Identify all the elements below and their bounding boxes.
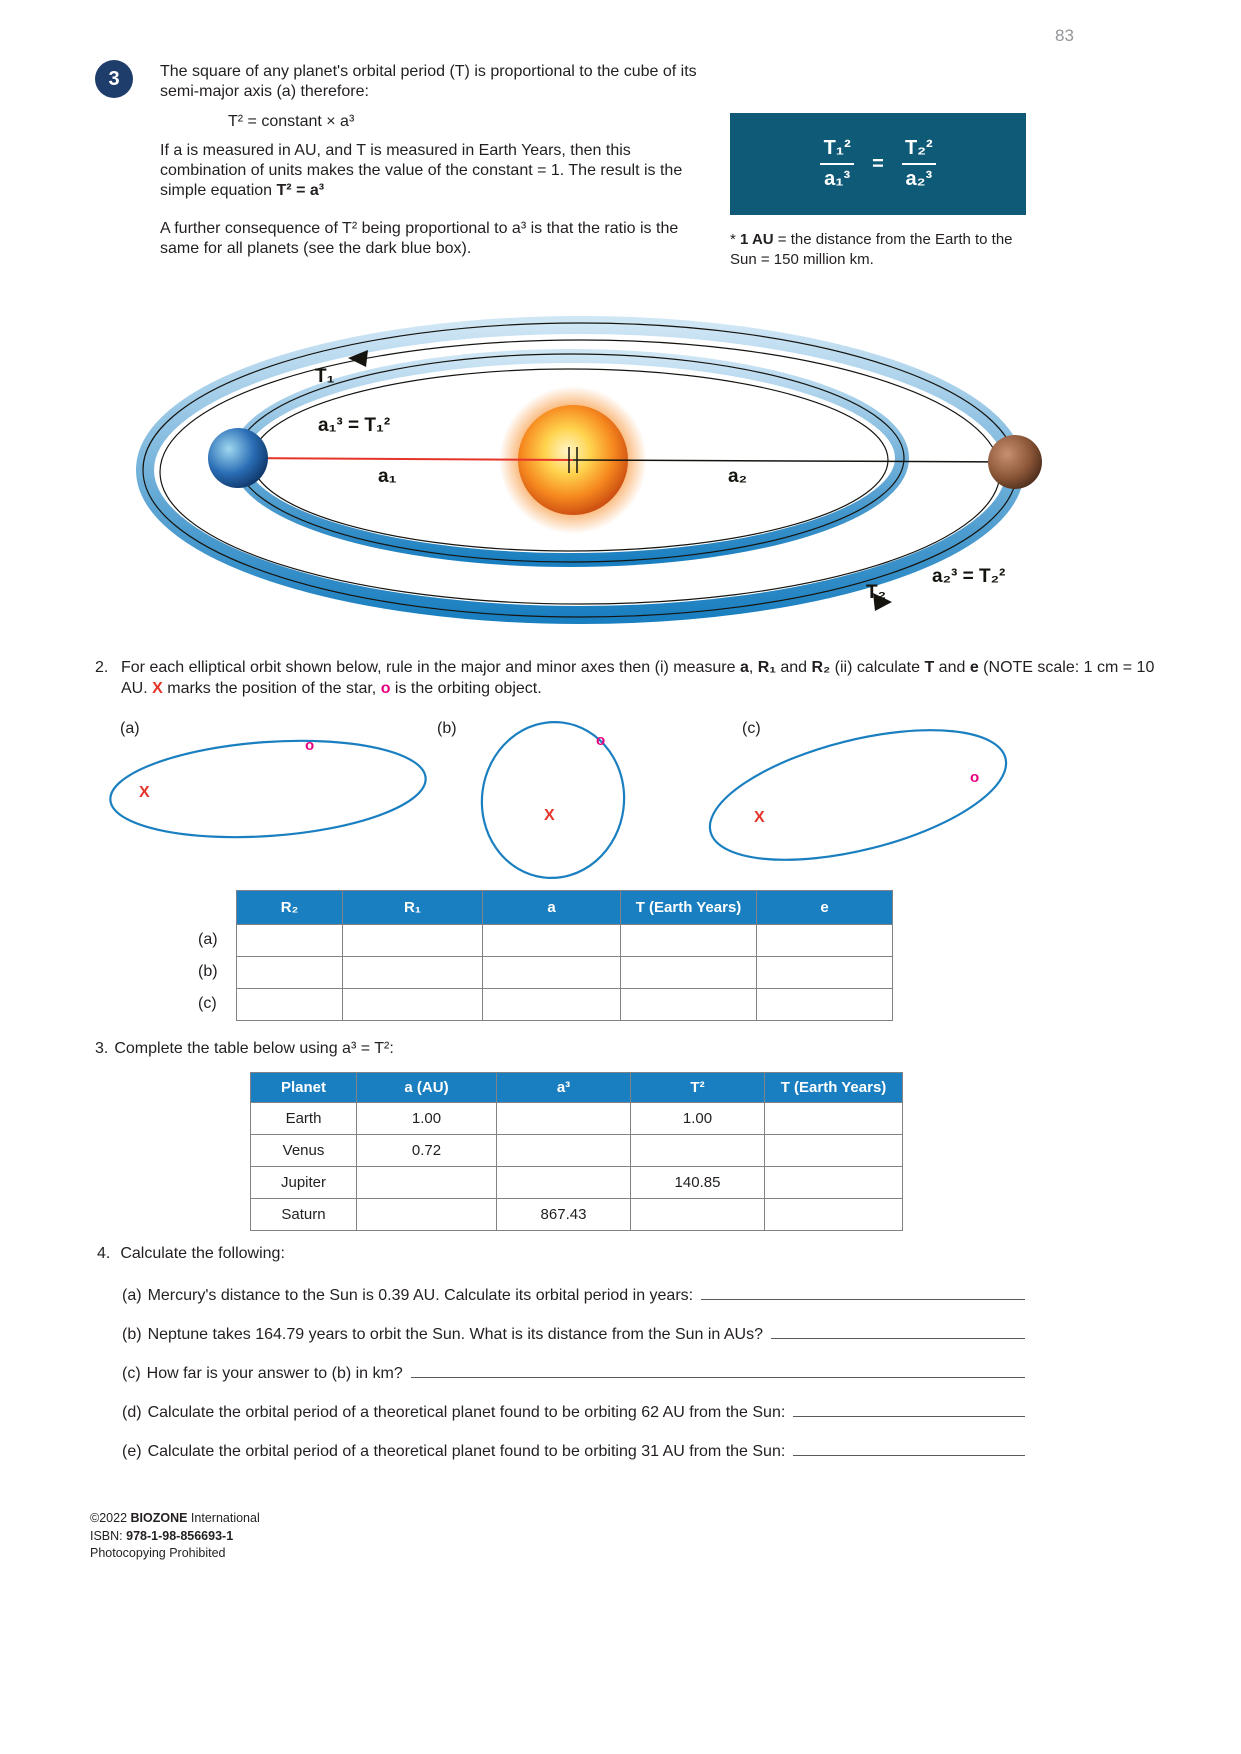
- col-header-t-squared: T²: [631, 1073, 765, 1103]
- planet-row-jupiter: [251, 1167, 903, 1199]
- empty-cell: [621, 925, 757, 957]
- answer-line-a: [701, 1283, 1025, 1300]
- label-a1-cubed-equation: a₁³ = T₁²: [318, 415, 391, 436]
- empty-cell: [237, 925, 343, 957]
- orbit-figure-c: [698, 700, 1028, 885]
- earth-illustration: [208, 428, 268, 488]
- planet-data-table: [250, 1072, 903, 1231]
- answer-line-c: [411, 1361, 1025, 1378]
- q2-seg-3: and: [775, 659, 812, 676]
- value-t-years: [765, 1135, 903, 1167]
- col-header-a: a: [483, 891, 621, 925]
- isbn-label: ISBN:: [90, 1528, 127, 1543]
- q2-var-a: a: [739, 659, 749, 676]
- question-4-number: 4.: [97, 1245, 111, 1262]
- label-a2-cubed-equation: a₂³ = T₂²: [932, 566, 1006, 587]
- value-t-squared: 1.00: [631, 1103, 765, 1135]
- au-definition-note: [730, 230, 1030, 269]
- empty-cell: [237, 957, 343, 989]
- value-a-au: 1.00: [357, 1103, 497, 1135]
- item-label: (b): [122, 1326, 142, 1343]
- col-header-a-cubed: a³: [497, 1073, 631, 1103]
- orbit-figure-a: [103, 733, 435, 851]
- fraction-2-numerator: T₂²: [904, 137, 933, 159]
- empty-cell: [483, 925, 621, 957]
- intro-paragraph-1: The square of any planet's orbital period (T) is proportional to the cube of its semi-major axis (a) therefore:: [160, 63, 697, 100]
- empty-cell: [621, 957, 757, 989]
- answer-line-b: [771, 1322, 1025, 1339]
- fraction-1-numerator: T₁²: [823, 137, 851, 159]
- value-a-au: [357, 1199, 497, 1231]
- label-t2: T₂: [866, 582, 887, 603]
- q2-var-e: e: [969, 659, 979, 676]
- orbit-ellipse-a: [107, 733, 429, 847]
- empty-cell: [621, 989, 757, 1021]
- planet-row-saturn: [251, 1199, 903, 1231]
- copyright-line: [90, 1510, 260, 1528]
- isbn-number: 978-1-98-856693-1: [126, 1528, 234, 1543]
- value-t-years: [765, 1199, 903, 1231]
- q2-table-row-c: [237, 989, 893, 1021]
- star-marker-a: X: [139, 784, 150, 801]
- value-a-cubed: 867.43: [497, 1199, 631, 1231]
- planet-name: Venus: [251, 1135, 357, 1167]
- empty-cell: [237, 989, 343, 1021]
- q2-table-row-b: [237, 957, 893, 989]
- fraction-1: [820, 137, 854, 191]
- item-text: How far is your answer to (b) in km?: [146, 1365, 403, 1382]
- q3-table-header-row: [251, 1073, 903, 1103]
- question-4-instruction: [97, 1245, 285, 1263]
- q2-table-header-row: [237, 891, 893, 925]
- orbit-diagram-graphic: [30, 300, 1210, 645]
- fraction-2-denominator: a₂³: [905, 168, 933, 190]
- label-t1: T₁: [315, 366, 335, 387]
- fraction-1-bar: [820, 163, 854, 165]
- orbit-ellipse-b: [473, 714, 633, 885]
- q2-seg-4: (ii) calculate: [830, 659, 925, 676]
- isbn-line: [90, 1528, 260, 1546]
- equals-sign: =: [872, 152, 884, 175]
- figure-c-label: (c): [742, 720, 761, 737]
- value-a-cubed: [497, 1135, 631, 1167]
- publisher-name: BIOZONE: [130, 1511, 188, 1525]
- row-label-c: (c): [198, 995, 217, 1012]
- value-t-squared: [631, 1135, 765, 1167]
- item-text: Calculate the orbital period of a theoretical planet found to be orbiting 31 AU from the Sun:: [147, 1443, 786, 1460]
- empty-cell: [483, 957, 621, 989]
- row-label-spacer: [198, 890, 236, 924]
- q2-seg-8: is the orbiting object.: [390, 679, 542, 697]
- q2-var-r1: R₁: [757, 659, 776, 676]
- figure-b-label: (b): [437, 720, 457, 737]
- fraction-1-denominator: a₁³: [824, 168, 851, 190]
- col-header-r1: R₁: [343, 891, 483, 925]
- value-t-years: [765, 1103, 903, 1135]
- ratio-equation-box: [730, 113, 1026, 215]
- q2-seg-6: (NOTE scale: 1 cm = 10 AU.: [121, 659, 1155, 697]
- question-3-instruction: [95, 1040, 394, 1058]
- empty-cell: [343, 957, 483, 989]
- label-a1: a₁: [378, 466, 397, 487]
- col-header-planet: Planet: [251, 1073, 357, 1103]
- question-3-badge-number: 3: [108, 67, 120, 90]
- orbit-measurement-table: [198, 890, 893, 1021]
- planet-row-venus: [251, 1135, 903, 1167]
- fraction-2: [902, 137, 936, 191]
- empty-cell: [757, 925, 893, 957]
- value-a-cubed: [497, 1167, 631, 1199]
- row-label-b: (b): [198, 963, 218, 980]
- question-3-number: 3.: [95, 1040, 109, 1057]
- empty-cell: [343, 989, 483, 1021]
- q2-o-marker-mention: o: [380, 679, 391, 697]
- planet-name: Earth: [251, 1103, 357, 1135]
- photocopy-notice: Photocopying Prohibited: [90, 1546, 226, 1560]
- question-4-items: [122, 1283, 1025, 1478]
- planet-row-earth: [251, 1103, 903, 1135]
- item-text: Calculate the orbital period of a theoretical planet found to be orbiting 62 AU from the Sun:: [147, 1404, 786, 1421]
- intro-block: [160, 62, 705, 259]
- question-3-badge: [95, 60, 133, 98]
- question-2-number: 2.: [95, 659, 109, 676]
- star-marker-c: X: [754, 809, 765, 826]
- copyright-year: ©2022: [90, 1511, 131, 1525]
- empty-cell: [757, 989, 893, 1021]
- fraction-2-bar: [902, 163, 936, 165]
- question-item-d: [122, 1400, 1025, 1424]
- orbiter-marker-a: o: [305, 737, 315, 754]
- label-a2: a₂: [728, 466, 748, 487]
- answer-line-d: [793, 1400, 1025, 1417]
- col-header-t-earth-years: T (Earth Years): [765, 1073, 903, 1103]
- q2-x-marker-mention: X: [152, 679, 163, 697]
- q2-var-r2: R₂: [811, 659, 831, 676]
- q2-seg-2: ,: [748, 659, 758, 676]
- publisher-suffix: International: [187, 1511, 260, 1525]
- col-header-e: e: [757, 891, 893, 925]
- question-item-e: [122, 1439, 1025, 1463]
- item-label: (a): [122, 1287, 142, 1304]
- col-header-t-years: T (Earth Years): [621, 891, 757, 925]
- value-t-years: [765, 1167, 903, 1199]
- col-header-a-au: a (AU): [357, 1073, 497, 1103]
- orbit-diagram: [30, 300, 1210, 645]
- question-2-text: [95, 658, 1160, 700]
- au-note-asterisk: *: [730, 231, 741, 248]
- planet-name: Saturn: [251, 1199, 357, 1231]
- row-label-a: (a): [198, 931, 218, 948]
- intro-paragraph-3: A further consequence of T² being proportional to a³ is that the ratio is the same for all planets (see the dark blue box).: [160, 219, 679, 257]
- value-a-au: 0.72: [357, 1135, 497, 1167]
- value-t-squared: 140.85: [631, 1167, 765, 1199]
- kepler-formula: T² = constant × a³: [228, 112, 355, 130]
- row-label-column: [198, 890, 236, 1021]
- answer-line-e: [793, 1439, 1025, 1456]
- question-item-c: [122, 1361, 1025, 1385]
- value-a-au: [357, 1167, 497, 1199]
- empty-cell: [757, 957, 893, 989]
- intro-paragraph-2-equation: T² = a³: [276, 182, 325, 200]
- question-3-title: Complete the table below using a³ = T²:: [114, 1040, 394, 1057]
- outer-planet-illustration: [988, 435, 1042, 489]
- value-t-squared: [631, 1199, 765, 1231]
- col-header-r2: R₂: [237, 891, 343, 925]
- q2-var-t: T: [924, 659, 935, 676]
- question-4-title: Calculate the following:: [120, 1245, 285, 1262]
- empty-cell: [483, 989, 621, 1021]
- orbit-ellipse-c: [698, 705, 1019, 885]
- au-note-text: = the distance from the Earth to the Sun = 150 million km.: [730, 231, 1013, 268]
- orbiter-marker-c: o: [970, 769, 980, 786]
- orbit-figures: [0, 700, 1241, 895]
- intro-paragraph-2: [160, 141, 705, 200]
- footer: [90, 1510, 260, 1563]
- q2-seg-7: marks the position of the star,: [162, 679, 381, 697]
- planet-name: Jupiter: [251, 1167, 357, 1199]
- intro-paragraph-2-text: If a is measured in AU, and T is measured in Earth Years, then this combination of units makes the value of the constant = 1. The result is the simple equation: [160, 142, 683, 200]
- item-label: (c): [122, 1365, 141, 1382]
- question-item-a: [122, 1283, 1025, 1307]
- item-label: (d): [122, 1404, 142, 1421]
- orbit-figure-b: [468, 710, 643, 885]
- item-text: Mercury's distance to the Sun is 0.39 AU. Calculate its orbital period in years:: [147, 1287, 694, 1304]
- question-item-b: [122, 1322, 1025, 1346]
- item-text: Neptune takes 164.79 years to orbit the Sun. What is its distance from the Sun in AUs?: [147, 1326, 764, 1343]
- item-label: (e): [122, 1443, 142, 1460]
- empty-cell: [343, 925, 483, 957]
- au-note-term: 1 AU: [740, 231, 774, 248]
- page-number: 83: [1055, 26, 1074, 45]
- value-a-cubed: [497, 1103, 631, 1135]
- q2-table-row-a: [237, 925, 893, 957]
- figure-a-label: (a): [120, 720, 140, 737]
- q2-seg-1: For each elliptical orbit shown below, rule in the major and minor axes then (i) measure: [121, 659, 740, 676]
- star-marker-b: X: [544, 807, 555, 824]
- orbiter-marker-b: o: [596, 732, 606, 749]
- q2-seg-5: and: [934, 659, 970, 676]
